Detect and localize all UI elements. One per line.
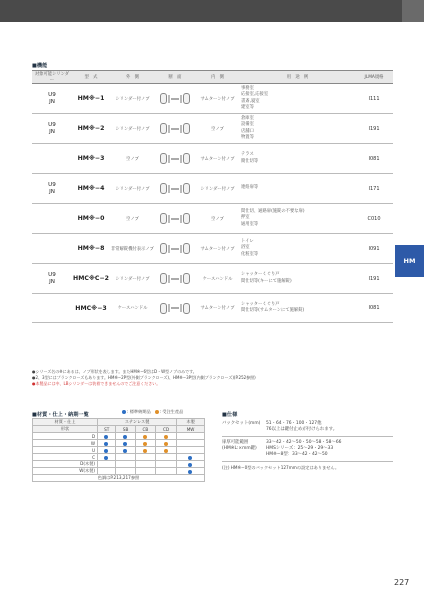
section-cell xyxy=(155,114,195,144)
lock-section-icon xyxy=(156,123,194,134)
shape-label: W(木製) xyxy=(33,468,98,475)
availability-cell xyxy=(98,461,116,468)
standard-dot-icon xyxy=(122,410,126,414)
material-row xyxy=(33,468,205,475)
jlma-cell: I171 xyxy=(355,174,393,204)
mat-col-header: ST xyxy=(98,426,116,433)
section-cell xyxy=(155,84,195,114)
legend-order xyxy=(155,409,184,415)
mat-header-material: 材質・仕上 xyxy=(33,419,98,426)
spec-note: (注) HM※−0型のバックセット127mmの設定はありません。 xyxy=(222,465,340,470)
order-dot-icon xyxy=(143,449,147,453)
legend-order-text: : 受注生産品 xyxy=(159,409,184,414)
mat-col-header: CB xyxy=(135,426,155,433)
lock-section-icon xyxy=(156,213,194,224)
jlma-cell: I191 xyxy=(355,114,393,144)
inner-cell: シリンダー付ノブ xyxy=(195,174,240,204)
section-cell xyxy=(155,294,195,323)
spec-block xyxy=(222,418,393,471)
availability-cell xyxy=(116,461,135,468)
col-header-model: 型 式 xyxy=(72,71,110,84)
material-row xyxy=(33,454,205,461)
availability-cell xyxy=(155,461,176,468)
availability-cell xyxy=(98,433,116,440)
shape-label: W xyxy=(33,440,98,447)
col-header-section: 断 面 xyxy=(155,71,195,84)
shape-label: D xyxy=(33,433,98,440)
function-row xyxy=(32,114,393,144)
outer-cell: シリンダー付ノブ xyxy=(110,264,155,294)
function-header-row xyxy=(32,71,393,84)
uses-cell: トイレ 浴室 化粧室等 xyxy=(240,234,355,264)
inner-cell: サムターン付ノブ xyxy=(195,294,240,323)
availability-cell xyxy=(177,454,205,461)
inner-cell: サムターン付ノブ xyxy=(195,84,240,114)
availability-cell xyxy=(155,454,176,461)
outer-cell: シリンダー付ノブ xyxy=(110,174,155,204)
model-cell: HMC※C−2 xyxy=(72,264,110,294)
series-cell xyxy=(32,204,72,234)
material-row xyxy=(33,447,205,454)
availability-cell xyxy=(135,454,155,461)
shape-label: U xyxy=(33,447,98,454)
availability-cell xyxy=(116,440,135,447)
availability-cell xyxy=(135,433,155,440)
page-number: 227 xyxy=(394,578,410,587)
material-row xyxy=(33,461,205,468)
shape-label: D(木製) xyxy=(33,461,98,468)
section-cell xyxy=(155,234,195,264)
legend-standard-text: : 標準納期品 xyxy=(127,409,151,414)
lock-section-icon xyxy=(156,243,194,254)
jlma-cell: I081 xyxy=(355,294,393,323)
spec-value: 51・64・76・100・127他 76以上は鍵付止めが付けられます。 xyxy=(266,421,338,432)
availability-cell xyxy=(177,447,205,454)
model-cell: HM※−1 xyxy=(72,84,110,114)
note-line: ●2、3型にはプランクローズもあります。HM※−2P型(外側ブランクローズ)、HM※−3P型(内側ブランクローズ)(P.252参照) xyxy=(32,375,256,380)
top-bar-accent xyxy=(402,0,424,22)
availability-cell xyxy=(98,454,116,461)
function-row xyxy=(32,84,393,114)
series-cell: U9 JN xyxy=(32,174,72,204)
order-dot-icon xyxy=(164,442,168,446)
jlma-cell: C010 xyxy=(355,204,393,234)
mat-header-stainless: ステンレス製 xyxy=(98,419,177,426)
spec-section-heading xyxy=(222,411,237,418)
col-header-inner: 内 側 xyxy=(195,71,240,84)
uses-cell: 連絡扉等 xyxy=(240,174,355,204)
order-dot-icon xyxy=(164,449,168,453)
top-bar xyxy=(0,0,424,22)
uses-cell: テラス 簡仕切等 xyxy=(240,144,355,174)
function-row xyxy=(32,294,393,323)
availability-cell xyxy=(177,440,205,447)
availability-cell xyxy=(98,468,116,475)
availability-cell xyxy=(155,433,176,440)
standard-dot-icon xyxy=(104,435,108,439)
availability-cell xyxy=(98,447,116,454)
outer-cell: 空ノブ xyxy=(110,144,155,174)
shape-label: C xyxy=(33,454,98,461)
spec-key: バックセット(mm) xyxy=(222,421,261,426)
mat-col-header: MW xyxy=(177,426,205,433)
availability-cell xyxy=(116,433,135,440)
availability-cell xyxy=(177,461,205,468)
standard-dot-icon xyxy=(188,456,192,460)
section-cell xyxy=(155,264,195,294)
function-heading-text: ■機能 xyxy=(32,63,48,69)
series-cell: U9 JN xyxy=(32,114,72,144)
notes-block xyxy=(32,369,393,387)
mat-header-wood: 木製 xyxy=(177,419,205,426)
availability-cell xyxy=(155,440,176,447)
spec-value: 33〜42・42〜50・50〜58・58〜66 HMSシリーズ：25〜29・29〜33 HM※−8型：33〜42・42〜50 xyxy=(266,440,342,457)
availability-cell xyxy=(116,447,135,454)
standard-dot-icon xyxy=(188,470,192,474)
lock-section-icon xyxy=(156,303,194,314)
uses-cell: シャッターくぐり戸 間仕切等(サムターンにて施解錠) xyxy=(240,294,355,323)
col-header-outer: 外 側 xyxy=(110,71,155,84)
material-section-heading xyxy=(32,411,89,418)
model-cell: HM※−4 xyxy=(72,174,110,204)
standard-dot-icon xyxy=(104,456,108,460)
availability-cell xyxy=(98,440,116,447)
outer-cell: シリンダー付ノブ xyxy=(110,84,155,114)
uses-cell: 間仕切、通路扉(施錠の不要な扉) 押室 通用室等 xyxy=(240,204,355,234)
lock-section-icon xyxy=(156,183,194,194)
model-cell: HM※−2 xyxy=(72,114,110,144)
model-cell: HM※−3 xyxy=(72,144,110,174)
col-header-jlma: JLMA規格 xyxy=(355,71,393,84)
availability-cell xyxy=(177,433,205,440)
series-cell: U9 JN xyxy=(32,84,72,114)
note-warning: ●本製品には中、LBシリンダーは装着できませんのでご注意ください。 xyxy=(32,381,161,386)
order-dot-icon xyxy=(143,435,147,439)
section-cell xyxy=(155,204,195,234)
series-cell xyxy=(32,234,72,264)
outer-cell: 空ノブ xyxy=(110,204,155,234)
standard-dot-icon xyxy=(123,435,127,439)
standard-dot-icon xyxy=(123,442,127,446)
availability-cell xyxy=(155,468,176,475)
function-table xyxy=(32,70,393,323)
jlma-cell: I111 xyxy=(355,84,393,114)
model-cell: HMC※−3 xyxy=(72,294,110,323)
outer-cell: ケースハンドル xyxy=(110,294,155,323)
function-row xyxy=(32,264,393,294)
standard-dot-icon xyxy=(123,449,127,453)
legend xyxy=(122,409,183,415)
standard-dot-icon xyxy=(104,449,108,453)
inner-cell: ケースハンドル xyxy=(195,264,240,294)
col-header-series: 対象可能シリンダー xyxy=(32,71,72,84)
jlma-cell: I091 xyxy=(355,234,393,264)
order-dot-icon xyxy=(143,442,147,446)
side-tab-hm[interactable]: HM xyxy=(395,245,424,277)
availability-cell xyxy=(155,447,176,454)
lock-section-icon xyxy=(156,273,194,284)
spec-key: 扉厚可能範囲 (HM※L:×mm鍵) xyxy=(222,440,257,451)
availability-cell xyxy=(177,468,205,475)
order-dot-icon xyxy=(164,435,168,439)
col-header-uses: 用 途 例 xyxy=(240,71,355,84)
function-section-heading xyxy=(32,62,47,69)
order-dot-icon xyxy=(155,410,159,414)
inner-cell: サムターン付ノブ xyxy=(195,144,240,174)
standard-dot-icon xyxy=(104,442,108,446)
availability-cell xyxy=(135,440,155,447)
function-row xyxy=(32,174,393,204)
material-heading-text: ■材質・仕上・納期一覧 xyxy=(32,412,89,418)
function-row xyxy=(32,144,393,174)
availability-cell xyxy=(135,461,155,468)
inner-cell: サムターン付ノブ xyxy=(195,234,240,264)
mat-footer: 色調はP.213,217参照 xyxy=(33,475,205,482)
section-cell xyxy=(155,174,195,204)
outer-cell: シリンダー付ノブ xyxy=(110,114,155,144)
function-row xyxy=(32,204,393,234)
lock-section-icon xyxy=(156,153,194,164)
outer-cell: 非常解錠機付表示ノブ xyxy=(110,234,155,264)
availability-cell xyxy=(135,468,155,475)
mat-header-shape: 形状 xyxy=(33,426,98,433)
availability-cell xyxy=(116,454,135,461)
jlma-cell: I081 xyxy=(355,144,393,174)
note-line: ●シリーズ名の※にあるは、ノブ形状を表します。またHM※−6型はD・W型ノブのみです。 xyxy=(32,369,197,374)
mat-col-header: SB xyxy=(116,426,135,433)
material-table xyxy=(32,418,205,482)
uses-cell: 倉庫室 設備室 店舗口 物置等 xyxy=(240,114,355,144)
model-cell: HM※−0 xyxy=(72,204,110,234)
model-cell: HM※−8 xyxy=(72,234,110,264)
lock-section-icon xyxy=(156,93,194,104)
uses-cell: シャッターくぐり戸 間仕切等(キーにて施解錠) xyxy=(240,264,355,294)
inner-cell: 空ノブ xyxy=(195,114,240,144)
material-row xyxy=(33,433,205,440)
standard-dot-icon xyxy=(188,463,192,467)
inner-cell: 空ノブ xyxy=(195,204,240,234)
mat-col-header: CD xyxy=(155,426,176,433)
spec-row xyxy=(222,437,393,462)
spec-heading-text: ■仕様 xyxy=(222,412,238,418)
series-cell xyxy=(32,144,72,174)
legend-standard xyxy=(122,409,151,415)
series-cell xyxy=(32,294,72,323)
availability-cell xyxy=(135,447,155,454)
series-cell: U9 JN xyxy=(32,264,72,294)
availability-cell xyxy=(116,468,135,475)
jlma-cell: I191 xyxy=(355,264,393,294)
section-cell xyxy=(155,144,195,174)
material-row xyxy=(33,440,205,447)
spec-row xyxy=(222,418,393,437)
uses-cell: 事務室 応接室,応接室 書斎,寝室 建室等 xyxy=(240,84,355,114)
function-row xyxy=(32,234,393,264)
